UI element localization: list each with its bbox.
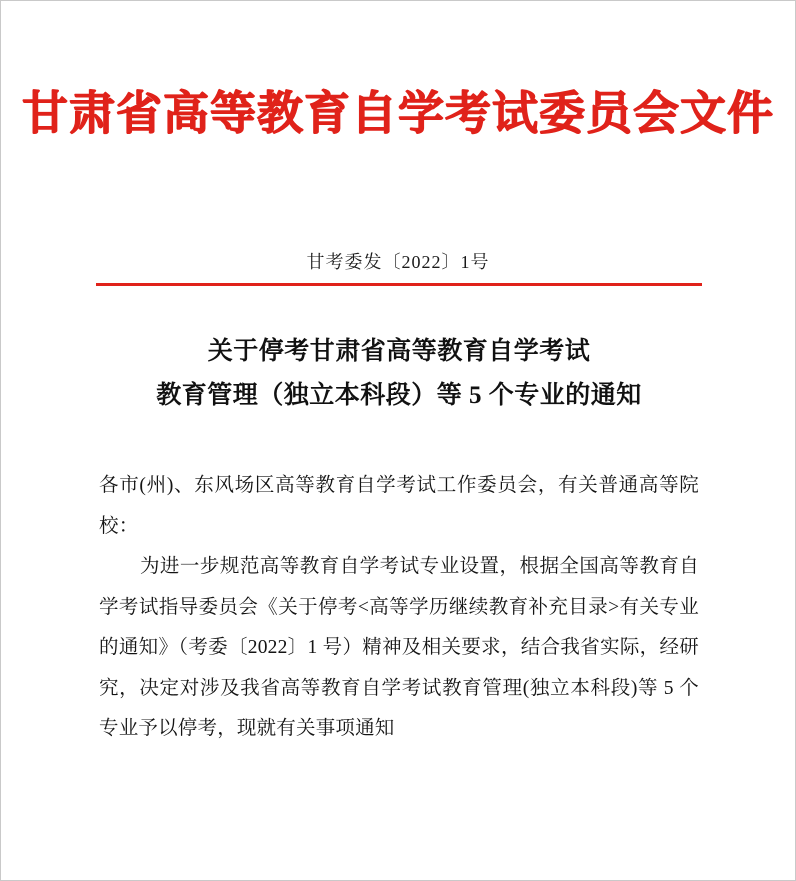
- document-body: [99, 466, 699, 750]
- body-paragraph-1: 为进一步规范高等教育自学考试专业设置，根据全国高等教育自学考试指导委员会《关于停考<高等学历继续教育补充目录>有关专业的通知》（考委〔2022〕1 号）精神及相关要求，结合我省实际，经研究，决定对涉及我省高等教育自学考试教育管理(独立本科段)等 5 个专业予以停考，现就有关事项通知: [99, 556, 699, 740]
- subject-line-1: 关于停考甘肃省高等教育自学考试: [207, 338, 591, 365]
- red-horizontal-rule: [96, 283, 702, 286]
- document-number: 甘考委发〔2022〕1号: [306, 252, 490, 272]
- body-paragraph-salutation: 各市(州)、东风场区高等教育自学考试工作委员会，有关普通高等院校：: [99, 475, 699, 537]
- document-header-title: 甘肃省高等教育自学考试委员会文件: [22, 88, 774, 139]
- subject-line-2: 教育管理（独立本科段）等 5 个专业的通知: [156, 381, 642, 409]
- document-subject: [96, 330, 702, 418]
